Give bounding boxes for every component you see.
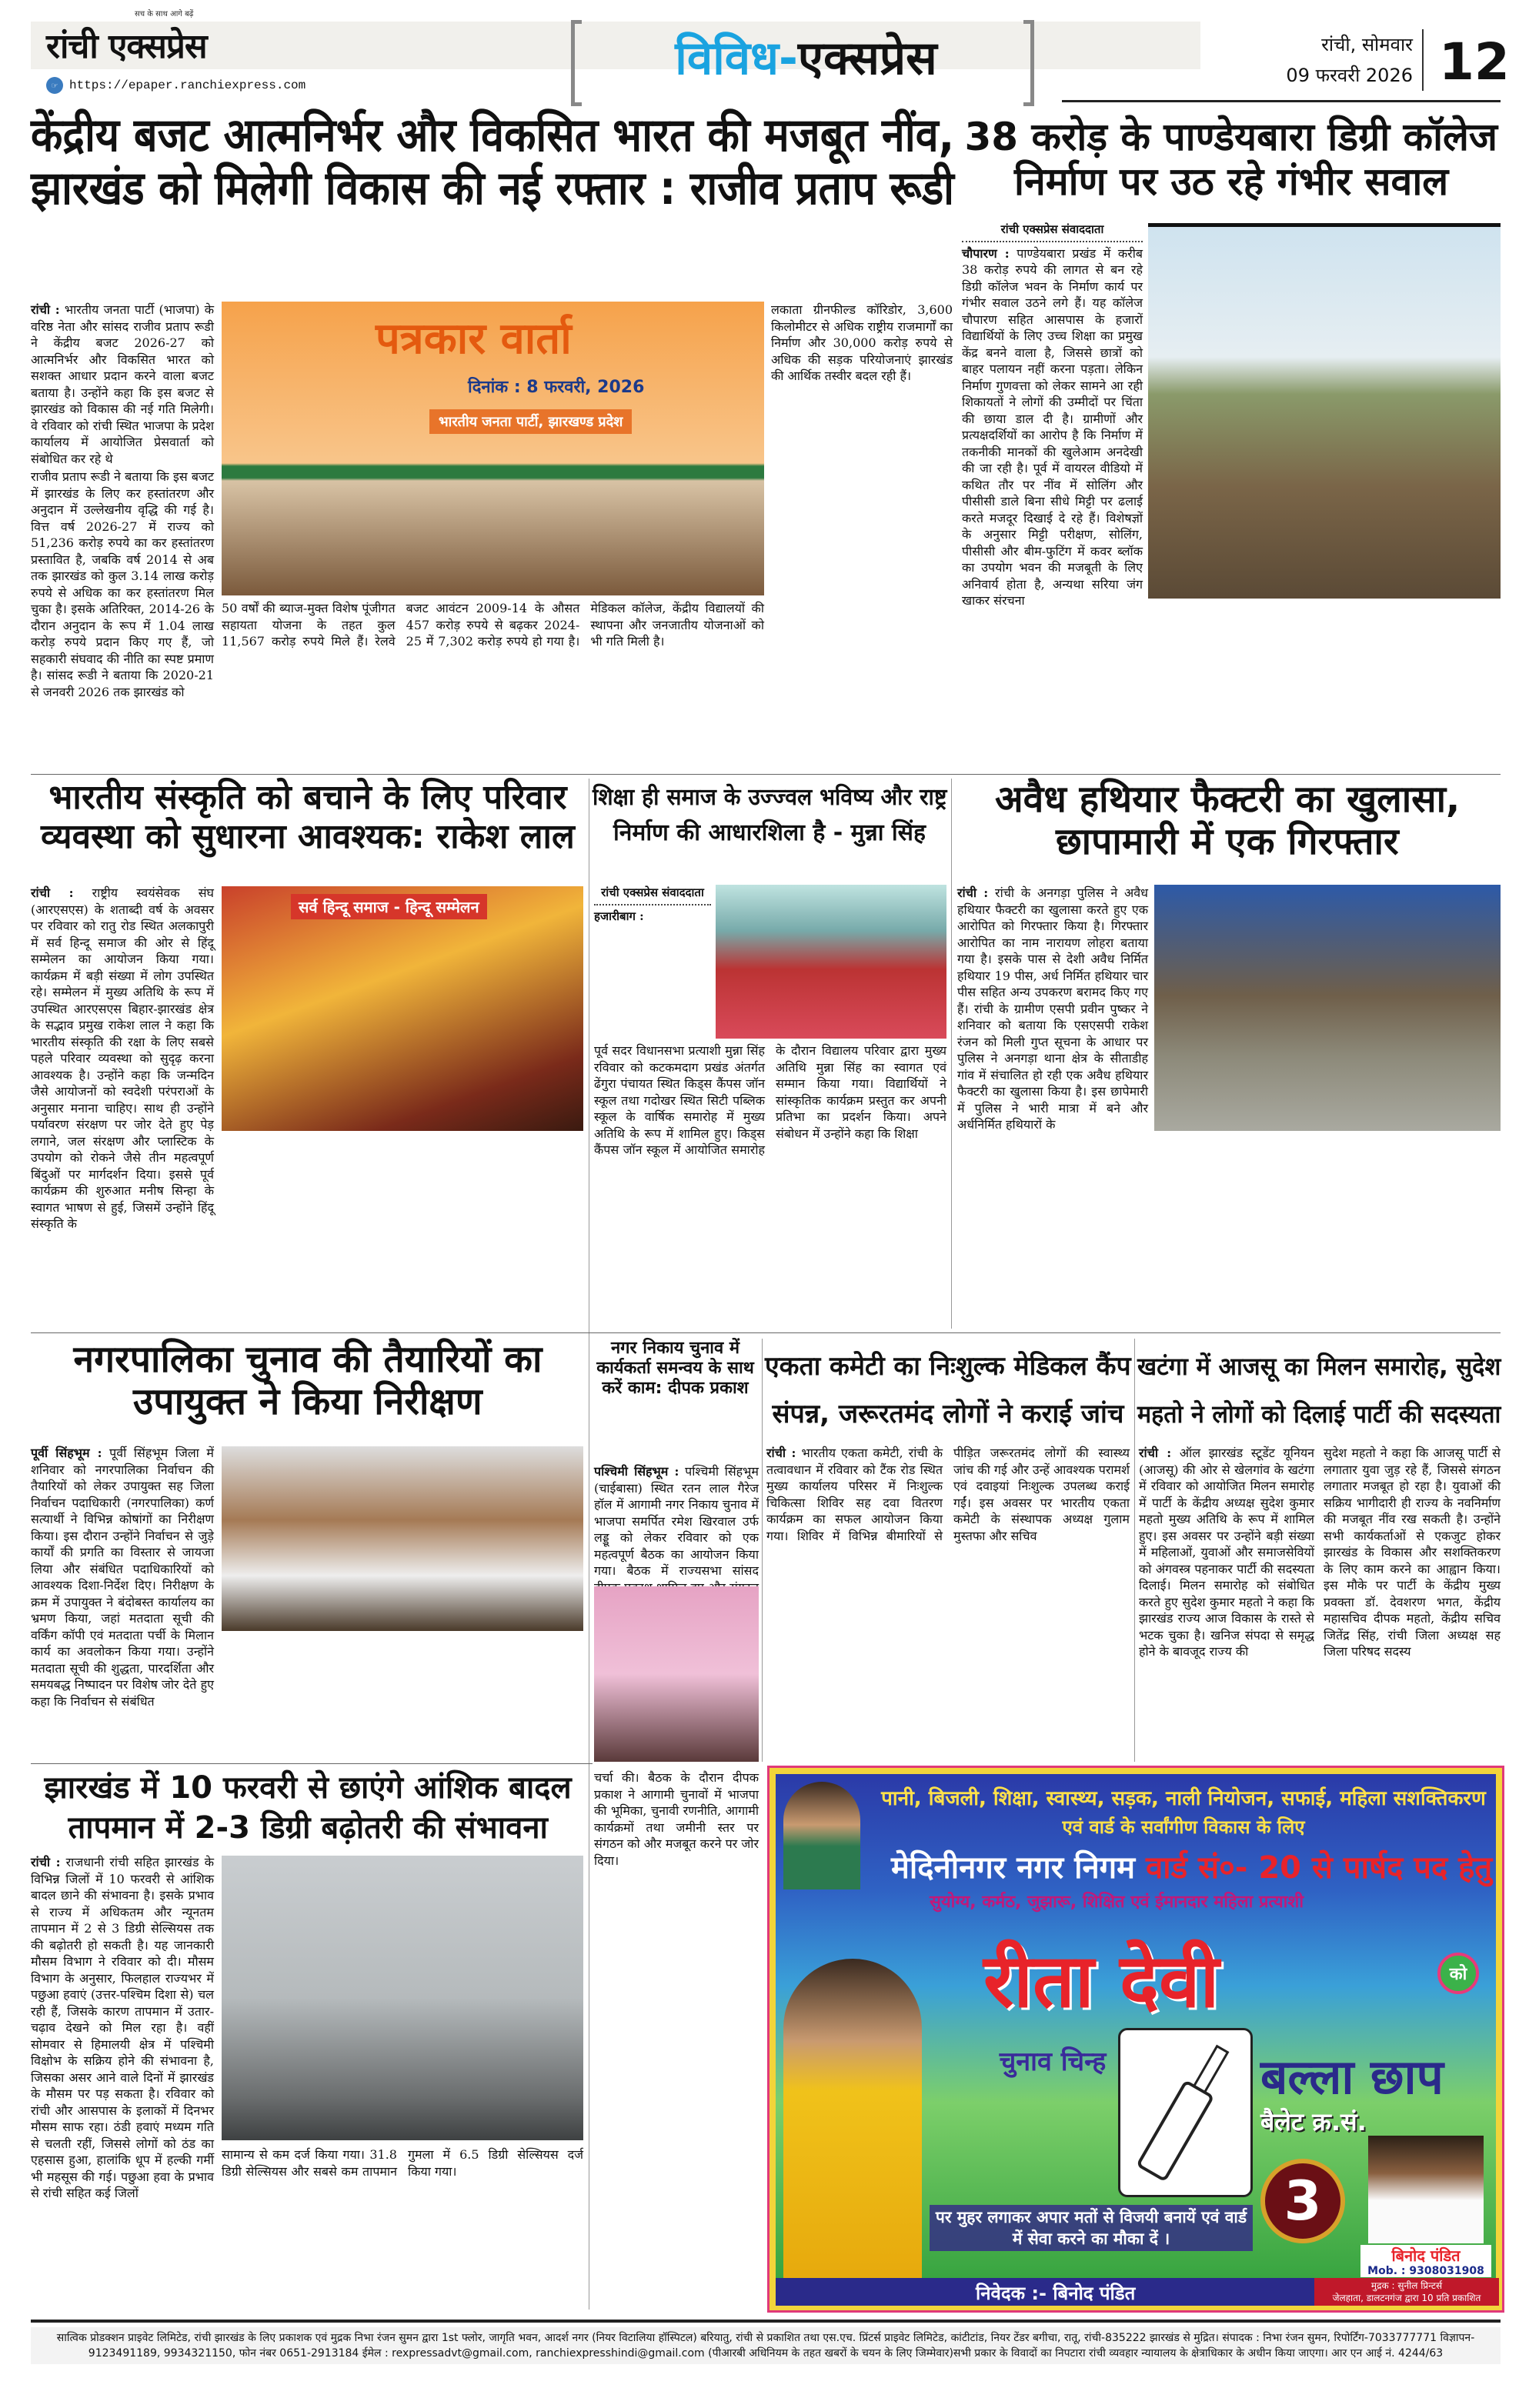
- headline-line: शिक्षा ही समाज के उज्ज्वल भविष्य और राष्ट्र: [593, 784, 947, 811]
- story-body: [766, 1445, 1130, 1760]
- photo-date-text: दिनांक : 8 फरवरी, 2026: [468, 378, 645, 397]
- bracket-left: [571, 20, 582, 106]
- supporter-photo: [1368, 2136, 1484, 2243]
- ballot-label-wrap: [1260, 2105, 1491, 2138]
- cricket-bat-icon: [1118, 2028, 1253, 2197]
- ad-agenda-wrap: [868, 1783, 1499, 1811]
- ad-printer: [1314, 2278, 1499, 2306]
- headline-line: एकता कमेटी का निःशुल्क मेडिकल कैंप: [765, 1351, 1131, 1382]
- headline-line: झारखंड में 10 फरवरी से छाएंगे आंशिक बादल: [44, 1770, 572, 1806]
- school-function-photo: [716, 885, 946, 1039]
- story-body: [31, 302, 214, 771]
- photo-banner-text: पत्रकार वार्ता: [376, 314, 572, 364]
- story-headline-education: [593, 780, 946, 851]
- dateline: पश्चिमी सिंहभूम :: [594, 1464, 679, 1479]
- paragraph: भारतीय एकता कमेटी, रांची के तत्वावधान में रविवार को टैंक रोड स्थित मुख्य कार्यालय परिसर में निःशुल्क चिकित्सा शिविर सह दवा वितरण कार्यक्रम का सफल आयोजन किया गया। शिविर में विभिन्न बीमारियों से पीड़ित जरूरतमंद लोगों की स्वास्थ्य जांच की गई और उन्हें आवश्यक परामर्श एवं दवाइयां निःशुल्क उपलब्ध कराई गईं। इस अवसर पर भारतीय एकता कमेटी के संस्थापक अध्यक्ष गुलाम मुस्तफा और सचिव: [766, 1446, 1130, 1543]
- ad-ward-line: [891, 1845, 1499, 1887]
- headline-line: तापमान में 2-3 डिग्री बढ़ोतरी की संभावना: [68, 1810, 548, 1846]
- supporter-mobile: Mob. : 9308031908: [1360, 2265, 1491, 2277]
- byline: रांची एक्सप्रेस संवाददाता: [962, 222, 1143, 242]
- construction-site-photo: [1148, 223, 1501, 599]
- story-body: [594, 1463, 759, 1583]
- photo-org-text: भारतीय जनता पार्टी, झारखण्ड प्रदेश: [429, 409, 632, 434]
- dateline: रांची :: [957, 885, 989, 900]
- paragraph: रांची के अनगड़ा पुलिस ने अवैध हथियार फैक्टरी का खुलासा करते हुए एक आरोपित को गिरफ्तार किया है। गिरफ्तार आरोपित का नाम नारायण लोहरा बताया गया है। इसके पास से देशी अवैध निर्मित हथियार 19 पीस, अर्ध निर्मित हथियार चार पीस सहित अन्य उपकरण बरामद किए गए हैं। रांची के ग्रामीण एसपी प्रवीन पुष्कर ने शनिवार को बताया कि एसएसपी राकेश रंजन को मिली गुप्त सूचना के आधार पर पुलिस ने अनगड़ा थाना क्षेत्र के सीताडीह गांव में संचालित हो रही एक अवैध हथियार फैक्टरी का खुलासा किया है। इस छापेमारी में पुलिस ने भारी मात्रा में बने और अर्धनिर्मित हथियारों के: [957, 885, 1149, 1132]
- candidate-name: रीता देवी: [983, 1938, 1220, 2024]
- headline-line: केंद्रीय बजट आत्मनिर्भर और विकसित भारत की मजबूत नींव,: [31, 108, 955, 162]
- headline-line: भारतीय संस्कृति को बचाने के लिए परिवार: [48, 778, 567, 817]
- inspection-photo: [222, 1446, 583, 1631]
- section-title-main: एक्सप्रेस: [797, 32, 937, 85]
- photo-banner-text: सर्व हिन्दू समाज - हिन्दू सम्मेलन: [291, 894, 487, 919]
- logo-tagline: सच के साथ आगे बढ़ें: [135, 10, 194, 18]
- story-body: 50 वर्षों की ब्याज-मुक्त विशेष पूंजीगत सहायता योजना के तहत कुल 11,567 करोड़ रुपये मिले हैं। रेलवे बजट आवंटन 2009-14 के औसत 457 करोड़ रुपये से बढ़कर 2024-25 में 7,302 करोड़ रुपये हो गया है। मेडिकल कॉलेज, केंद्रीय विद्यालयों की स्थापना और जनजातीय योजनाओं को भी गति मिली है।: [222, 601, 764, 649]
- dateline: पूर्वी सिंहभूम :: [31, 1446, 102, 1460]
- symbol-label: चुनाव चिन्ह: [999, 2046, 1107, 2077]
- story-body: [962, 222, 1143, 771]
- byline: रांची एक्सप्रेस संवाददाता: [594, 885, 711, 906]
- supporter-name: बिनोद पंडित: [1360, 2245, 1491, 2266]
- story-body: सुदेश महतो ने कहा कि आजसू पार्टी से लगातार युवा जुड़ रहे हैं, जिससे संगठन लगातार मजबूत हो रहा है। युवाओं की सक्रिय भागीदारी ही राज्य के नवनिर्माण की मजबूत नींव रख सकती है। उन्होंने सभी कार्यकर्ताओं से एकजुट होकर झारखंड के विकास और सशक्तिकरण के लिए काम करने का आह्वान किया। इस मौके पर पार्टी के केंद्रीय मुख्य प्रवक्ता डॉ. देवशरण भगत, केंद्रीय महासचिव दीपक महतो, केंद्रीय सचिव जितेंद्र सिंह, रांची जिला अध्यक्ष सह जिला परिषद सदस्य: [1324, 1446, 1501, 1659]
- story-body: [1139, 1445, 1314, 1760]
- ad-nivedak: निवेदक :- बिनोद पंडित: [976, 2283, 1136, 2304]
- headline-line: महतो ने लोगों को दिलाई पार्टी की सदस्यता: [1137, 1399, 1501, 1429]
- paragraph: राष्ट्रीय स्वयंसेवक संघ (आरएसएस) के शताब्दी वर्ष के अवसर पर रविवार को रातु रोड स्थित अलकापुरी में सर्व हिन्दू समाज की ओर से हिंदू सम्मेलन का आयोजन किया गया। कार्यक्रम में बड़ी संख्या में लोग उपस्थित रहे। सम्मेलन में मुख्य अतिथि के रूप में उपस्थित आरएसएस बिहार-झारखंड क्षेत्र के सद्भाव प्रमुख राकेश लाल ने कहा कि भारतीय संस्कृति की रक्षा के लिए सबसे पहले परिवार व्यवस्था को सुदृढ़ करना आवश्यक है। उन्होंने कहा कि जन्मदिन जैसे आयोजनों को स्वदेशी परंपराओं के अनुसार मनाना चाहिए। साथ ही उन्होंने पर्यावरण संरक्षण पर जोर देते हुए पेड़ लगाने, जल संरक्षण और प्लास्टिक के उपयोग को रोकने जैसे तीन महत्वपूर्ण बिंदुओं पर मार्गदर्शन दिया। इससे पूर्व कार्यक्रम की शुरुआत मनीष सिन्हा के स्वागत भाषण से हुई, जिसमें उन्होंने हिंदू संस्कृति के: [31, 885, 214, 1231]
- story-headline-deepak: नगर निकाय चुनाव में कार्यकर्ता समन्वय के साथ करें काम: दीपक प्रकाश: [596, 1339, 754, 1398]
- footer-rule: [31, 2320, 1501, 2323]
- ad-qualities-wrap: [930, 1889, 1499, 1913]
- story-headline-ajsu: [1137, 1342, 1501, 1438]
- candidate-small-photo: [783, 1782, 860, 1889]
- row-divider: [31, 774, 1501, 775]
- headline-line: निर्माण की आधारशिला है - मुन्ना सिंह: [613, 819, 926, 846]
- ad-qualities: सुयोग्य, कर्मठ, जुझारू, शिक्षित एवं ईमानदार महिला प्रत्याशी: [930, 1893, 1304, 1912]
- newspaper-logo: रांची एक्सप्रेस: [46, 27, 207, 66]
- headline-line: उपायुक्त ने किया निरीक्षण: [133, 1380, 482, 1424]
- hindu-sammelan-photo: [222, 886, 583, 1131]
- paragraph: राजधानी रांची सहित झारखंड के विभिन्न जिलों में 10 फरवरी से आंशिक बादल छाने की संभावना है। इसके प्रभाव से राज्य में अधिकतम और न्यूनतम तापमान में 2 से 3 डिग्री सेल्सियस तक की बढ़ोतरी हो सकती है। यह जानकारी मौसम विभाग ने रविवार को दी। मौसम विभाग के अनुसार, फिलहाल राज्यभर में पछुआ हवाएं (उत्तर-पश्चिम दिशा से) चल रही हैं, जिसके कारण तापमान में उतार-चढ़ाव देखने को मिल रहा है। वहीं सोमवार से हिमालयी क्षेत्र में पश्चिमी विक्षोभ के सक्रिय होने की संभावना है, जिसका असर आने वाले दिनों में झारखंड के मौसम पर पड़ सकता है। रविवार को रांची और आसपास के इलाकों में दिनभर मौसम साफ रहा। ठंडी हवाएं मध्यम गति से चलती रहीं, जिससे लोगों को ठंड का एहसास हुआ, हालांकि धूप में हल्की गर्मी भी महसूस की गई। पछुआ हवा के प्रभाव से रांची सहित कई जिलों: [31, 1855, 214, 2200]
- story-body: सामान्य से कम दर्ज किया गया। 31.8 डिग्री सेल्सियस और सबसे कम तापमान गुमला में 6.5 डिग्री सेल्सियस दर्ज किया गया।: [222, 2147, 583, 2179]
- hand-pointer-icon: ☞: [46, 77, 63, 94]
- dateline: रांची :: [1139, 1446, 1172, 1460]
- headline-line: झारखंड को मिलेगी विकास की नई रफ्तार : राजीव प्रताप रूडी: [31, 162, 954, 215]
- ad-appeal: पर मुहर लगाकर अपार मतों से विजयी बनायें एवं वार्ड में सेवा करने का मौका दें ।: [930, 2205, 1253, 2251]
- dateline: रांची :: [31, 302, 60, 317]
- column-rule: [1134, 1339, 1135, 1762]
- bracket-right: [1023, 20, 1034, 106]
- story-body: पूर्व सदर विधानसभा प्रत्याशी मुन्ना सिंह रविवार को कटकमदाग प्रखंड अंतर्गत ढेंगुरा पंचायत स्थित किड्स कैंपस जॉन स्कूल तथा गदोखर स्थित सिटी पब्लिक स्कूल के वार्षिक समारोह में मुख्य अतिथि के रूप में शामिल हुए। किड्स कैंपस जॉन स्कूल में आयोजित समारोह के दौरान विद्यालय परिवार द्वारा मुख्य अतिथि मुन्ना सिंह का स्वागत एवं सम्मान किया गया। विद्यार्थियों ने सांस्कृतिक कार्यक्रम प्रस्तुत कर अपनी प्रतिभा का प्रदर्शन किया। अपने संबोधन में उन्होंने कहा कि शिक्षा: [594, 1043, 946, 1157]
- ad-nivedak-wrap: [976, 2280, 1299, 2306]
- place-day: रांची, सोमवार: [1321, 34, 1413, 55]
- ad-agenda-sub: एवं वार्ड के सर्वांगीण विकास के लिए: [1062, 1816, 1305, 1838]
- headline-line: अवैध हथियार फैक्टरी का खुलासा,: [995, 778, 1461, 821]
- symbol-name-wrap: [1260, 2043, 1491, 2108]
- epaper-url-text: https://epaper.ranchiexpress.com: [69, 78, 306, 92]
- story-headline-weather: [31, 1768, 585, 1848]
- dateline: चौपारण :: [962, 245, 1010, 261]
- press-conference-photo: [222, 302, 764, 595]
- ad-agenda: पानी, बिजली, शिक्षा, स्वास्थ्य, सड़क, नाली नियोजन, सफाई, महिला सशक्तिकरण: [881, 1787, 1486, 1810]
- headline-line: छापामारी में एक गिरफ्तार: [1056, 820, 1399, 864]
- header-rule: [1062, 100, 1501, 102]
- headline-line: व्यवस्था को सुधारना आवश्यक: राकेश लाल: [41, 816, 575, 856]
- dateline: हजारीबाग :: [594, 909, 644, 923]
- headline-line: नगरपालिका चुनाव की तैयारियों का: [73, 1338, 542, 1381]
- section-title-accent: विविध-: [675, 32, 798, 85]
- ballot-number: 3: [1260, 2159, 1345, 2243]
- paragraph: राजीव प्रताप रूडी ने बताया कि इस बजट में झारखंड के लिए कर हस्तांतरण और अनुदान में उल्लेखनीय वृद्धि की गई है। वित्त वर्ष 2026-27 में राज्य को 51,236 करोड़ रुपये का कर हस्तांतरण प्रस्तावित है, जबकि वर्ष 2014 से अब तक झारखंड को कुल 3.14 लाख करोड़ रुपये से अधिक का कर हस्तांतरण मिल चुका है। इसके अतिरिक्त, 2014-26 के दौरान अनुदान के रूप में 1.04 लाख करोड़ रुपये प्रदान किए गए हैं, जो सहकारी संघवाद की नीति का स्पष्ट प्रमाण है। सांसद रूडी ने बताया कि 2020-21 से जनवरी 2026 तक झारखंड को: [31, 469, 214, 699]
- imprint-line: 9123491189, 9934321150, फोन नंबर 0651-2913184 ईमेल : rexpressadvt@gmail.com, ranchiexpresshindi@gmail.com (पीआरबी अधिनियम के तहत खबरों के चयन के लिए जिम्मेवार)सभी प्रकार के विवादों का निपटारा रांची व्यवहार न्यायालय के क्षेत्राधिकार के अधीन किया जाएगा। आर एन आई नं. 4244/63: [88, 2347, 1444, 2360]
- section-title: [593, 25, 1020, 88]
- ad-ko-badge: को: [1437, 1953, 1479, 1994]
- headline-line: 38 करोड़ के पाण्डेयबारा डिग्री कॉलेज: [964, 115, 1498, 159]
- column-rule: [951, 779, 952, 1329]
- dateline-block: [1200, 29, 1424, 91]
- story-body: [957, 885, 1148, 1327]
- paragraph: पश्चिमी सिंहभूम (चाईबासा) स्थित रतन लाल गैरेज हॉल में आगामी नगर निकाय चुनाव में भाजपा समर्पित रमेश खिरवाल उर्फ लड्डू को लेकर रविवार को एक महत्वपूर्ण बैठक का आयोजन किया गया। बैठक में राज्यसभा सांसद: [594, 1464, 759, 1578]
- paragraph: भारतीय जनता पार्टी (भाजपा) के वरिष्ठ नेता और सांसद राजीव प्रताप रूडी ने केंद्रीय बजट 2026-27 को आत्मनिर्भर और विकसित भारत को सशक्त आधार प्रदान करने वाला बजट बताया है। उन्होंने कहा कि इस बजट से झारखंड को विकास की नई गति मिलेगी। वे रविवार को रांची स्थित भाजपा के प्रदेश कार्यालय में आयोजित प्रेसवार्ता को संबोधित कर रहे थे: [31, 302, 214, 466]
- dateline: रांची :: [766, 1446, 796, 1460]
- epaper-url[interactable]: [46, 77, 305, 94]
- seized-weapons-photo: [1154, 885, 1501, 1131]
- story-headline-medical-camp: [765, 1342, 1131, 1438]
- candidate-name-wrap: [983, 1928, 1422, 2029]
- meeting-photo: [594, 1586, 759, 1762]
- headline-line: संपन्न, जरूरतमंद लोगों ने कराई जांच: [772, 1399, 1124, 1429]
- dateline: रांची :: [31, 885, 74, 900]
- row-divider: [31, 1763, 593, 1764]
- ad-ward-wrap: [891, 1845, 1492, 1887]
- symbol-name: बल्ला छाप: [1260, 2049, 1444, 2105]
- story-headline-weapons: [954, 779, 1501, 863]
- story-body: लकाता ग्रीनफील्ड कॉरिडोर, 3,600 किलोमीटर से अधिक राष्ट्रीय राजमार्गों का निर्माण और 30,000 करोड़ रुपये से अधिक की सड़क परियोजनाएं झारखंड की आर्थिक तस्वीर बदल रही हैं।: [771, 302, 953, 383]
- story-body: [31, 1445, 214, 1760]
- imprint-footer: [31, 2327, 1501, 2364]
- story-headline-municipal: [31, 1339, 585, 1423]
- foggy-road-photo: [222, 1856, 583, 2140]
- paragraph: पूर्वी सिंहभूम जिला में शनिवार को नगरपालिका निर्वाचन की तैयारियों को लेकर उपायुक्त सह जिला निर्वाचन पदाधिकारी (नगरपालिका) कर्ण सत्यार्थी ने विभिन्न कोषांगों का निरीक्षण किया। इस दौरान उन्होंने निर्वाचन से जुड़े कार्यों की प्रगति का विस्तार से जायजा लिया और संबंधित पदाधिकारियों को आवश्यक दिशा-निर्देश दिए। निरीक्षण के क्रम में उपायुक्त ने बंदोबस्त कार्यालय का भ्रमण किया, जहां मतदाता सूची की वर्किंग कॉपी एवं मतदाता पर्ची के मिलान कार्य का अवलोकन किया गया। उन्होंने मतदाता सूची की शुद्धता, पारदर्शिता और समयबद्ध निष्पादन पर विशेष जोर देते हुए कहा कि निर्वाचन से संबंधित: [31, 1446, 214, 1709]
- story-byline-block: [594, 885, 711, 1039]
- printer-name: मुद्रक : सुनील प्रिन्टर्स: [1370, 2280, 1443, 2291]
- story-body: [31, 885, 214, 1327]
- dateline: रांची :: [31, 1855, 61, 1869]
- issue-date: 09 फरवरी 2026: [1286, 65, 1413, 86]
- paragraph: ऑल झारखंड स्टूडेंट यूनियन (आजसू) की ओर से खेलगांव के खटंगा में रविवार को आयोजित मिलन समारोह में पार्टी के केंद्रीय अध्यक्ष सुदेश कुमार महतो मुख्य अतिथि के रूप में शामिल हुए। इस अवसर पर उन्होंने बड़ी संख्या में महिलाओं, युवाओं और समाजसेवियों को अंगवस्त्र पहनाकर पार्टी की सदस्यता दिलाई। मिलन समारोह को संबोधित करते हुए सुदेश कुमार महतो ने कहा कि झारखंड राज्य आज विकास के रास्ते से भटक चुका है। खनिज संपदा से समृद्ध होने के बावजूद राज्य की: [1139, 1446, 1314, 1659]
- row-divider: [31, 1332, 1501, 1333]
- ad-corporation: मेदिनीनगर नगर निगम: [891, 1850, 1147, 1886]
- story-headline-culture: [31, 779, 585, 856]
- paragraph: पाण्डेयबारा प्रखंड में करीब 38 करोड़ रुपये की लागत से बन रहे डिग्री कॉलेज भवन के निर्माण कार्य पर गंभीर सवाल उठने लगे हैं। यह कॉलेज चौपारण सहित आसपास के हजारों विद्यार्थियों के लिए उच्च शिक्षा का प्रमुख केंद्र बनने वाला है, जिससे छात्रों को बाहर पलायन नहीं करना पड़ता। लेकिन निर्माण गुणवत्ता को लेकर सामने आ रही शिकायतों ने लोगों की उम्मीदों पर चिंता की छाया डाल दी है। ग्रामीणों और प्रत्यक्षदर्शियों का आरोप है कि निर्माण में तकनीकी मानकों की खुलेआम अनदेखी की जा रही है। पूर्व में वायरल वीडियो में कथित तौर पर नींव में सोलिंग और पीसीसी डाले बिना सीधे मिट्टी पर ढलाई करते मजदूर दिखाई दे रहे हैं। विशेषज्ञों के अनुसार मिट्टी परीक्षण, सोलिंग, पीसीसी और बीम-फुटिंग में कवर ब्लॉक का उपयोग भवन की मजबूती के लिए अनिवार्य होता है, अन्यथा सरिया जंग खाकर संरचना: [962, 245, 1143, 608]
- story-body: [31, 1854, 214, 2314]
- candidate-photo: [783, 1959, 922, 2290]
- story-headline-college: [962, 115, 1501, 204]
- headline-line: खटंगा में आजसू का मिलन समारोह, सुदेश: [1137, 1352, 1501, 1381]
- imprint-line: सात्विक प्रोडक्शन प्राइवेट लिमिटेड, रांची झारखंड के लिए प्रकाशक एवं मुद्रक निभा रंजन सुमन द्वारा 1st फ्लोर, जागृति भवन, आदर्श नगर (नियर विटालिया हॉस्पिटल) बरियातु, रांची से प्रकाशित तथा एस.एच. प्रिंटर्स प्राइवेट लिमिटेड, कांटीटांड, नियर टेंडर बगीचा, रातू, रांची-835222 झारखंड से मुद्रित। संपादक : निभा रंजन सुमन, रिपोर्टिंग-7033777771 विज्ञापन-: [56, 2332, 1475, 2344]
- story-body: चर्चा की। बैठक के दौरान दीपक प्रकाश ने आगामी चुनावों में भाजपा की भूमिका, चुनावी रणनीति, आगामी कार्यक्रमों तथा जमीनी स्तर पर संगठन को और मजबूत करने पर जोर दिया।: [594, 1770, 759, 1868]
- page-number: 12: [1439, 32, 1510, 92]
- election-advertisement: [770, 1768, 1502, 2310]
- printer-address: जेलहाता, डालटनगंज द्वारा 10 प्रति प्रकाशित: [1332, 2293, 1481, 2303]
- column-rule: [762, 1339, 763, 1762]
- story-headline-budget: [31, 109, 954, 215]
- ad-ward: वार्ड सं०- 20 से पार्षद पद हेतु: [1146, 1850, 1493, 1886]
- headline-line: निर्माण पर उठ रहे गंभीर सवाल: [1014, 158, 1449, 204]
- section-title-wrap: [675, 25, 936, 88]
- ballot-label: बैलेट क्र.सं.: [1260, 2107, 1367, 2136]
